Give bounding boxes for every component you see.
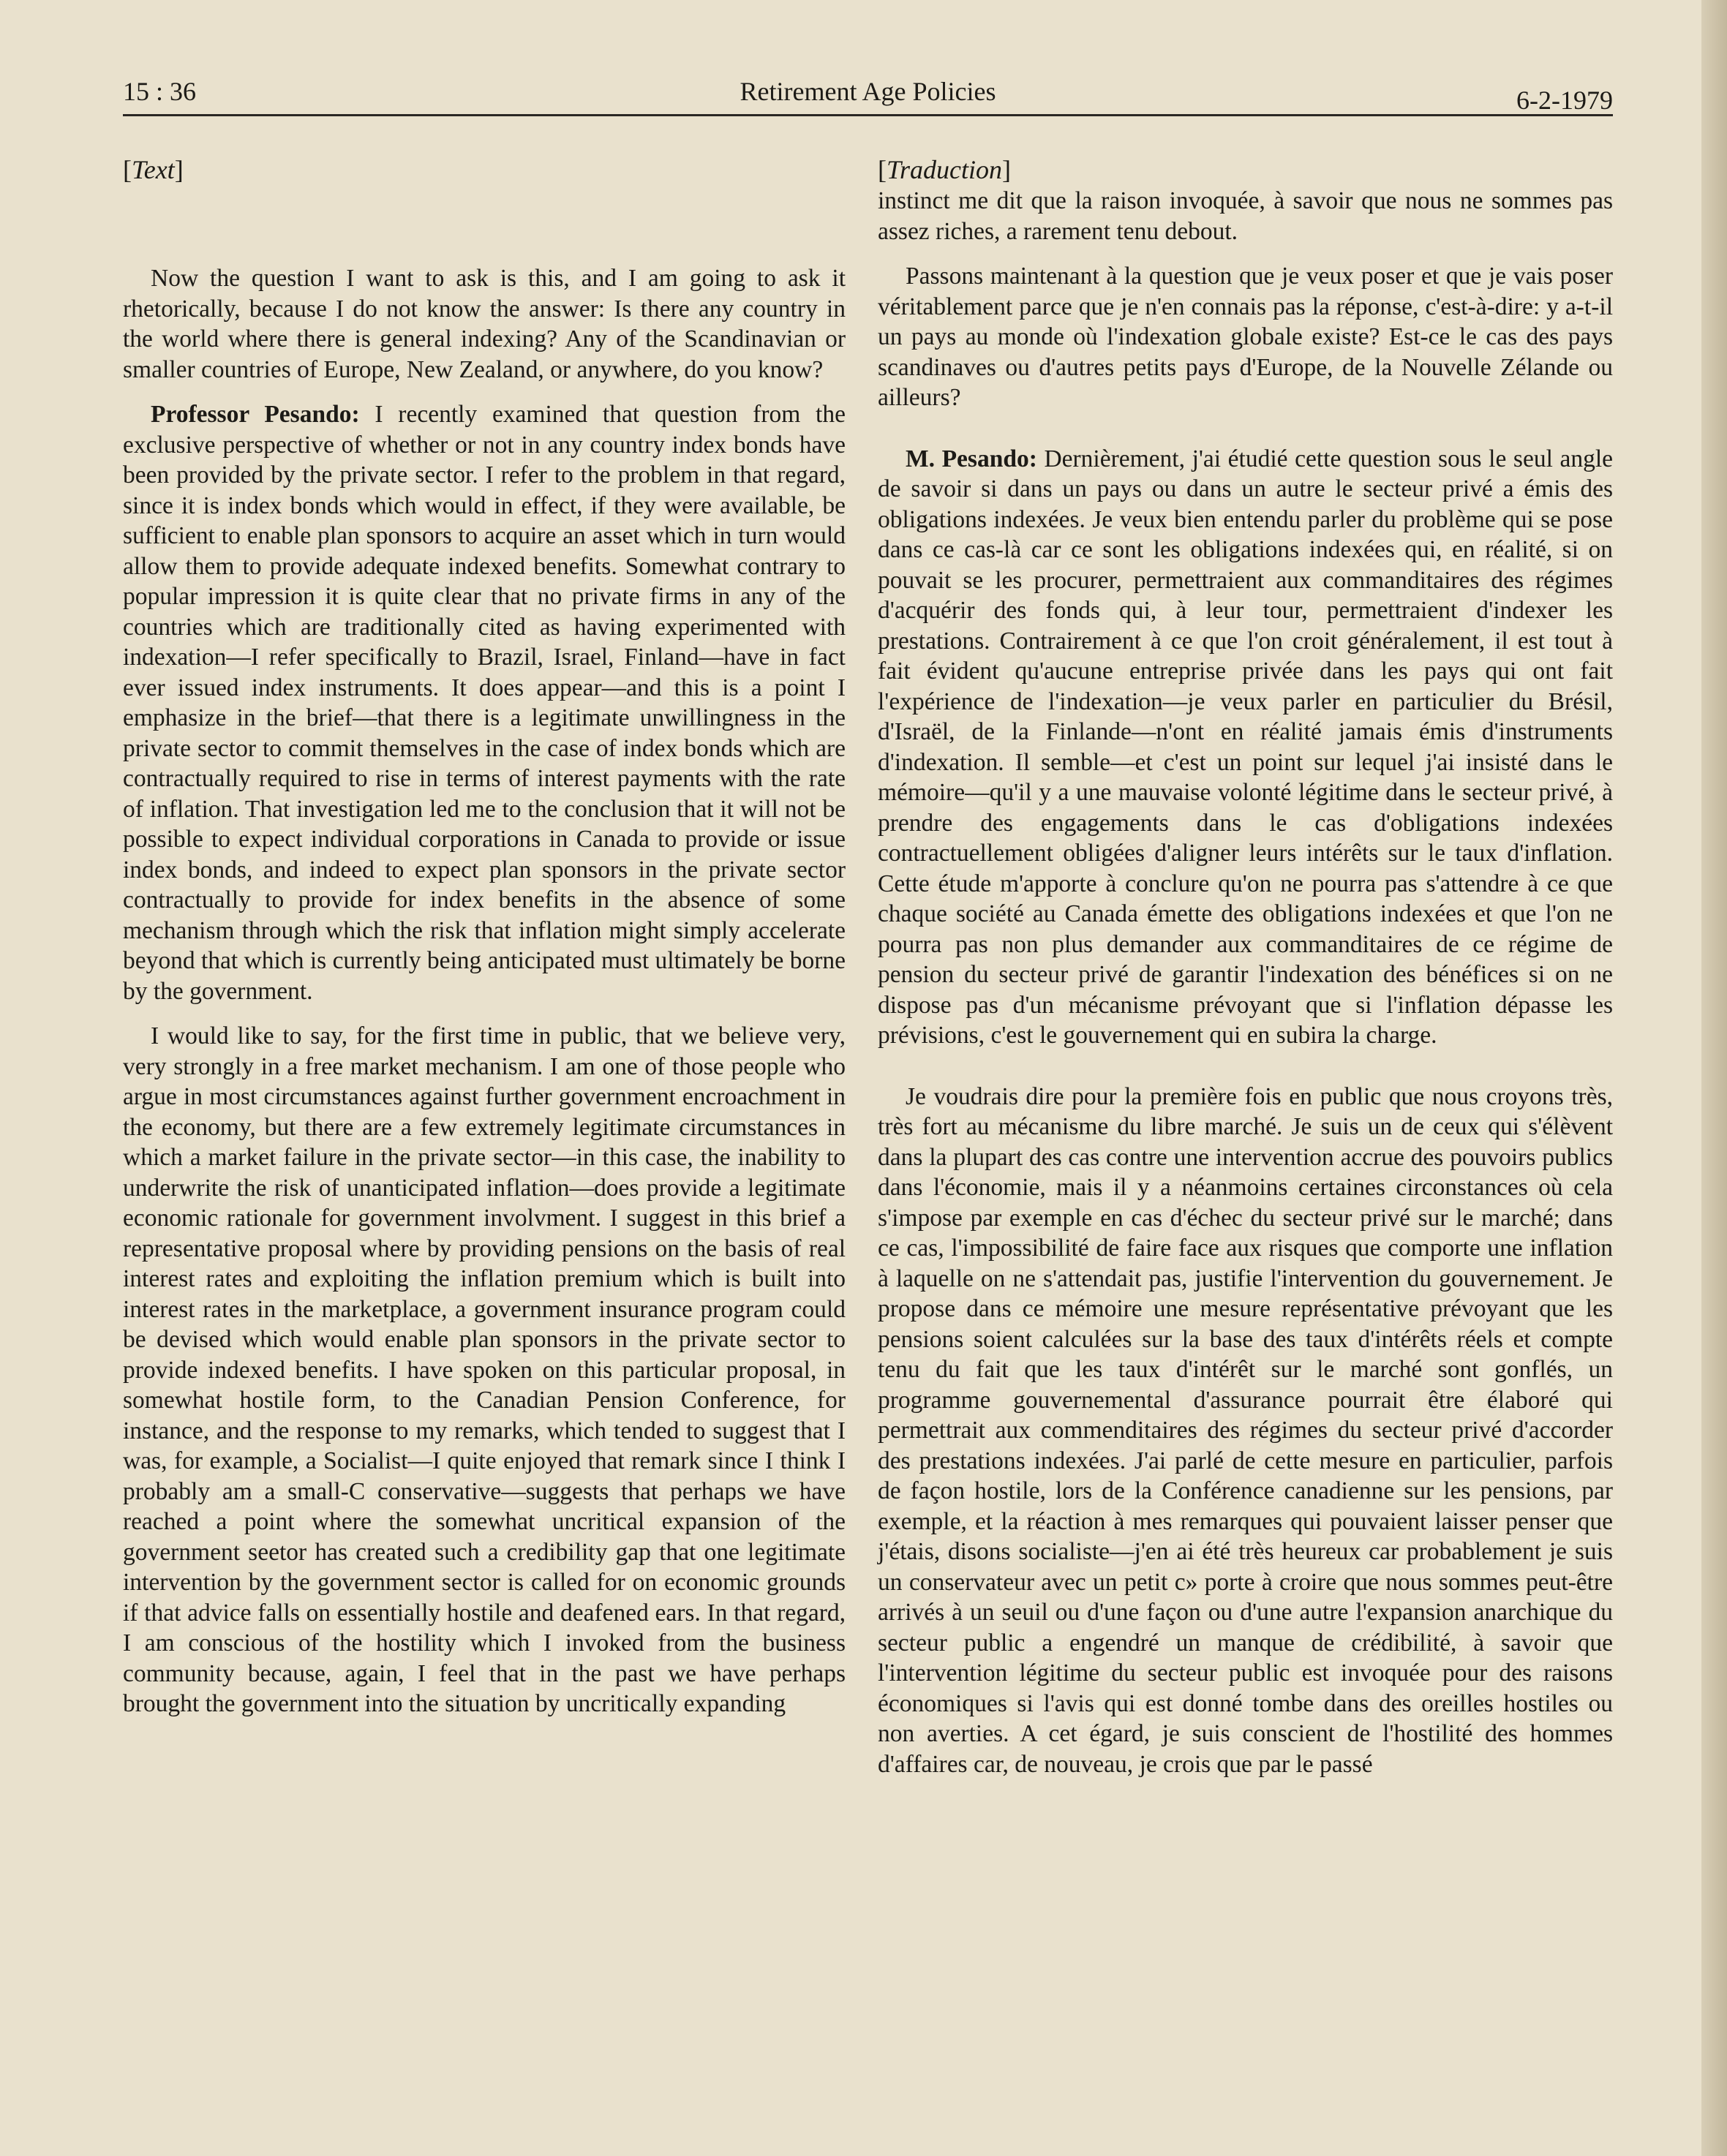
paragraph-text: I would like to say, for the first time in public, that we believe very, very strongly in a free market mechanism. I am one of those people who argue in most circumstances against further government encroachment in the economy, but there are a few extremely legitimate circumstances in which a market failure in the private sector—in this case, the inability to underwrite the risk of unanticipated inflation—does provide a legitimate economic rationale for government involvment. I suggest in this brief a representative proposal where by providing pensions on the basis of real interest rates and exploiting the inflation premium which is built into interest rates in the marketplace, a government insurance program could be devised which would enable plan sponsors in the private sector to provide indexed benefits. I have spoken on this particular proposal, in somewhat hostile form, to the Canadian Pension Conference, for instance, and the response to my remarks, which tended to suggest that I was, for example, a Socialist—I quite enjoyed that remark since I think I probably am a small-C conservative—suggests that perhaps we have reached a point where the somewhat uncritical expansion of the government seetor has created such a credibility gap that one legitimate intervention by the government sector is called for on economic grounds if that advice falls on essentially hostile and deafened ears. In that regard, I am conscious of the hostility which I invoked from the business community because, again, I feel that in the past we have perhaps brought the government into the situation by uncritically expanding (123, 1022, 846, 1717)
paragraph-text: Je voudrais dire pour la première fois en public que nous croyons très, très fort au mécanisme du libre marché. Je suis un de ceux qui s'élèvent dans la plupart des cas contre une intervention accrue des pouvoirs publics dans l'économie, mais il y a néanmoins certaines circonstances où cela s'impose par exemple en cas d'échec du secteur privé sur le marché; dans ce cas, l'impossibilité de faire face aux risques que comporte une inflation à laquelle on ne s'attendait pas, justifie l'intervention du gouvernement. Je propose dans ce mémoire une mesure représentative prévoyant que les pensions soient calculées sur la base des taux d'intérêts réels et compte tenu du fait que les taux d'intérêt sur le marché sont gonflés, un programme gouvernemental d'assurance pourrait être élaboré qui permettrait aux commenditaires des régimes du secteur privé d'accorder des prestations indexées. J'ai parlé de cette mesure en particulier, parfois de façon hostile, lors de la Conférence canadienne sur les pensions, par exemple, et la réaction à mes remarques qui pouvaient laisser penser que j'étais, disons socialiste—j'en ai été très heureux car probablement je suis un conservateur avec un petit c» porte à croire que nous sommes peut-être arrivés à un seuil ou d'une façon ou d'une autre l'expansion anarchique du secteur public a engendré un manque de crédibilité, à savoir que l'intervention légitime du secteur public est invoquée pour des raisons économiques si l'avis qui est donné tombe dans des oreilles hostiles ou non averties. A cet égard, je suis conscient de l'hostilité des hommes d'affaires car, de nouveau, je crois que par le passé (878, 1082, 1613, 1778)
paragraph-text: Dernièrement, j'ai étudié cette question sous le seul angle de savoir si dans un pays ou dans un autre le secteur privé a émis des obligations indexées. Je veux bien entendu parler du problème qui se pose dans ce cas-là car ce sont les obligations indexées qui, en réalité, si on pouvait se les procurer, permettraient aux commanditaires des régimes d'acquérir des fonds qui, à leur tour, permettraient d'indexer les prestations. Contrairement à ce que l'on croit généralement, il est tout à fait évident qu'aucune entreprise privée dans les pays qui ont fait l'expérience de l'indexation—je veux parler en particulier du Brésil, d'Israël, de la Finlande—n'ont en réalité jamais émis d'instruments d'indexation. Il semble—et c'est un point sur lequel j'ai insisté dans le mémoire—qu'il y a une mauvaise volonté légitime dans le secteur privé, à prendre des engagements dans le cas d'obligations indexées contractuellement obligées d'aligner leurs intérêts sur le taux d'inflation. Cette étude m'apporte à conclure qu'on ne pourra pas s'attendre à ce que chaque société au Canada émette des obligations indexées et que l'on ne pourra pas non plus demander aux commanditaires de ce régime de pension du secteur privé de garantir l'indexation des bénéfices si on ne dispose pas d'un mécanisme prévoyant que si l'inflation dépasse les prévisions, c'est le gouvernement qui en subira la charge. (878, 445, 1614, 1049)
paragraph-text: instinct me dit que la raison invoquée, à savoir que nous ne sommes pas assez riches, a rarement tenu debout. (878, 187, 1613, 245)
paragraph (878, 1082, 1613, 1780)
paragraph-text: I recently examined that question from the exclusive perspective of whether or not in any country index bonds have been provided by the private sector. I refer to the problem in that regard, since it is index bonds which would in effect, if they were available, be sufficient to enable plan sponsors to acquire an asset which in turn would allow them to provide adequate indexed benefits. Somewhat contrary to popular impression it is quite clear that no private firms in any of the countries which are traditionally cited as having experimented with indexation—I refer specifically to Brazil, Israel, Finland—have in fact ever issued index instruments. It does appear—and this is a point I emphasize in the brief—that there is a legitimate unwillingness in the private sector to commit themselves in the case of index bonds which are contractually required to rise in terms of interest payments with the rate of inflation. That investigation led me to the conclusion that it will not be possible to expect individual corporations in Canada to provide or issue index bonds, and indeed to expect plan sponsors in the private sector contractually to provide for index benefits in the absence of some mechanism through which the risk that inflation might simply accelerate beyond that which is currently being anticipated must ultimately be borne by the government. (123, 401, 846, 1005)
page-edge (1701, 0, 1727, 2156)
paragraph (878, 186, 1613, 246)
paragraph (123, 399, 846, 1006)
running-title: Retirement Age Policies (740, 77, 996, 106)
page-number: 15 : 36 (123, 77, 197, 106)
paragraph (123, 263, 846, 385)
page-header (123, 75, 1613, 116)
traduction-marker-label: Traduction (887, 155, 1003, 184)
traduction-marker: [Traduction] (878, 155, 1012, 184)
speaker-name: M. Pesando: (906, 445, 1037, 472)
text-marker: [Text] (123, 155, 184, 184)
paragraph (878, 444, 1613, 1051)
paragraph-text: Now the question I want to ask is this, and I am going to ask it rhetorically, because I do not know the answer: Is there any country in the world where there is general indexing? Any of the Scandinavian or smaller countries of Europe, New Zealand, or anywhere, do you know? (123, 265, 846, 383)
speaker-name: Professor Pesando: (151, 401, 360, 428)
sitting-date: 6-2-1979 (1516, 86, 1613, 115)
english-column (123, 154, 846, 1719)
text-marker-label: Text (132, 155, 175, 184)
paragraph (878, 261, 1613, 413)
french-column (878, 154, 1613, 1779)
paragraph-text: Passons maintenant à la question que je veux poser et que je vais poser véritablement parce que je n'en connais pas la réponse, c'est-à-dire: y a-t-il un pays au monde où l'indexation globale existe? Est-ce le cas des pays scandinaves ou d'autres petits pays d'Europe, de la Nouvelle Zélande ou ailleurs? (878, 263, 1613, 411)
paragraph (123, 1021, 846, 1719)
